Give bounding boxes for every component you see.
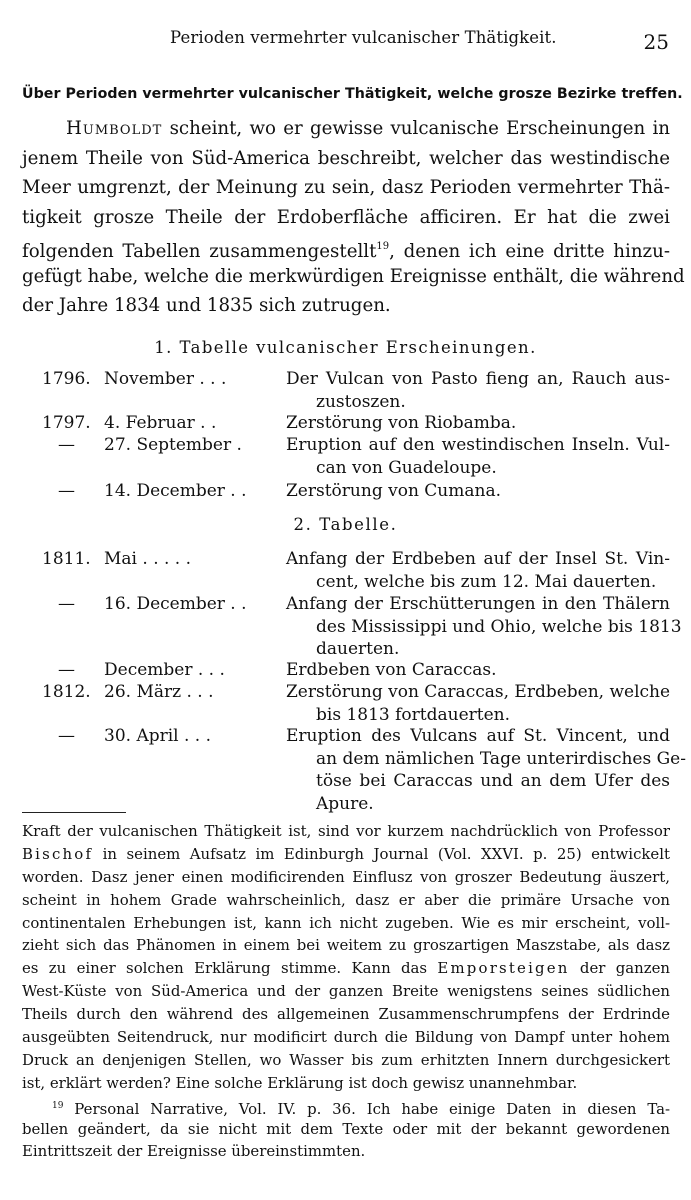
intro-line-3: Meer umgrenzt, der Meinung zu sein, dasz Perioden vermehrter Thä- [22,177,670,198]
spaced-word: Emporsteigen [437,959,570,978]
row-year: — [58,660,75,680]
row-description: Eruption des Vulcans auf St. Vincent, und an dem nämlichen Tage unterirdisches Ge- töse bei Caraccas und an dem Ufer des Apure. [286,726,686,814]
page-number: 25 [643,30,669,54]
row-date: 27. September . [104,435,242,455]
table1-caption: 1. Tabelle vulcanischer Erscheinungen. [154,338,537,357]
row-date: 4. Februar . . [104,413,217,433]
row-description: Zerstörung von Cumana. [286,481,501,501]
footnote-line: Theils durch den während des allgemeinen Zusammenschrumpfens der Erdrinde [22,1005,670,1024]
intro-line-7: der Jahre 1834 und 1835 sich zutrugen. [22,295,391,316]
row-year: 1811. [42,549,91,569]
section-heading: Über Perioden vermehrter vulcanischer Thätigkeit, welche grosze Bezirke treffen. [22,86,683,102]
row-year: — [58,435,75,455]
row-year: — [58,481,75,501]
footnote-line: scheint in hohem Grade wahrscheinlich, dasz er aber die primäre Ursache von [22,890,670,909]
footnote-line: Druck an denjenigen Stellen, wo Wasser bis zum erhitzten Innern durchgesickert [22,1050,670,1069]
row-description: Anfang der Erdbeben auf der Insel St. Vin- cent, welche bis zum 12. Mai dauerten. [286,549,670,592]
row-description: Erdbeben von Caraccas. [286,660,497,680]
row-year: 1812. [42,682,91,702]
row-date: 30. April . . . [104,726,212,746]
row-year: 1797. [42,413,91,433]
footnote-line: zieht sich das Phänomen in einem bei weitem zu groszartigen Maszstabe, als dasz [22,936,670,955]
row-date: 16. December . . [104,594,247,614]
row-description: Zerstörung von Caraccas, Erdbeben, welche bis 1813 fortdauerten. [286,682,671,725]
row-date: December . . . [104,660,225,680]
footnote-line: continentalen Erhebungen ist, kann ich nicht zugeben. Wie es mir erscheint, voll- [22,913,670,932]
intro-line-6: gefügt habe, welche die merkwürdigen Ereignisse enthält, die während [22,265,685,287]
footnote-line: es zu einer solchen Erklärung stimme. Kann das Emporsteigen der ganzen [22,959,670,978]
footnote-line: ist, erklärt werden? Eine solche Erklärung ist doch gewisz unannehmbar. [22,1073,578,1092]
footnote-line: Bischof in seinem Aufsatz im Edinburgh Journal (Vol. XXVI. p. 25) entwickelt [22,844,670,863]
footnote-line: West-Küste von Süd-America und der ganzen Breite wenigstens seines südlichen [22,982,670,1001]
footnote-line: worden. Dasz jener einen modificirenden Einflusz von groszer Bedeutung äuszert, [22,867,670,886]
footnote-19-line: $^{19}$ Personal Narrative, Vol. IV. p. 36. Ich habe einige Daten in diesen Ta- [52,1099,670,1118]
row-description: Eruption auf den westindischen Inseln. Vul- can von Guadeloupe. [286,435,670,478]
footnote-19-line: bellen geändert, da sie nicht mit dem Texte oder mit der bekannt gewordenen [22,1119,670,1138]
intro-line-4: tigkeit grosze Theile der Erdoberfläche afficiren. Er hat die zwei [22,206,670,228]
row-year: — [58,726,75,746]
author-name: Humboldt [66,118,163,139]
row-date: 14. December . . [104,481,247,501]
intro-paragraph [22,114,685,321]
footnote-reference: 19 [376,241,390,252]
row-description: Zerstörung von Riobamba. [286,413,517,433]
footnote-marker: 19 [52,1100,64,1111]
intro-line-1: Humboldt scheint, wo er gewisse vulcanische Erscheinungen in [66,118,670,139]
spaced-name: Bischof [22,844,94,863]
row-year: 1796. [42,369,91,389]
row-description: Anfang der Erschütterungen in den Thälern des Mississippi und Ohio, welche bis 1813 dauerten. [286,594,682,659]
table2-caption: 2. Tabelle. [293,515,398,534]
row-date: Mai . . . . . [104,549,192,569]
intro-line-2: jenem Theile von Süd-America beschreibt, welcher das westindische [22,147,670,169]
row-date: November . . . [104,369,227,389]
footnote-line: Kraft der vulcanischen Thätigkeit ist, sind vor kurzem nachdrücklich von Professor [22,822,670,840]
row-date: 26. März . . . [104,682,214,702]
intro-line-5: folgenden Tabellen zusammengestellt$^{19}$, denen ich eine dritte hinzu- [22,241,670,262]
running-title: Perioden vermehrter vulcanischer Thätigkeit. [170,28,557,47]
footnote-rule [22,812,126,813]
footnotes [22,820,670,1163]
row-year: — [58,594,75,614]
row-description: Der Vulcan von Pasto fieng an, Rauch aus- zustoszen. [286,369,670,412]
footnote-line: ausgeübten Seitendruck, nur modificirt durch die Bildung von Dampf unter hohem [22,1028,670,1047]
footnote-19-line: Eintrittszeit der Ereignisse übereinstimmten. [22,1142,366,1161]
